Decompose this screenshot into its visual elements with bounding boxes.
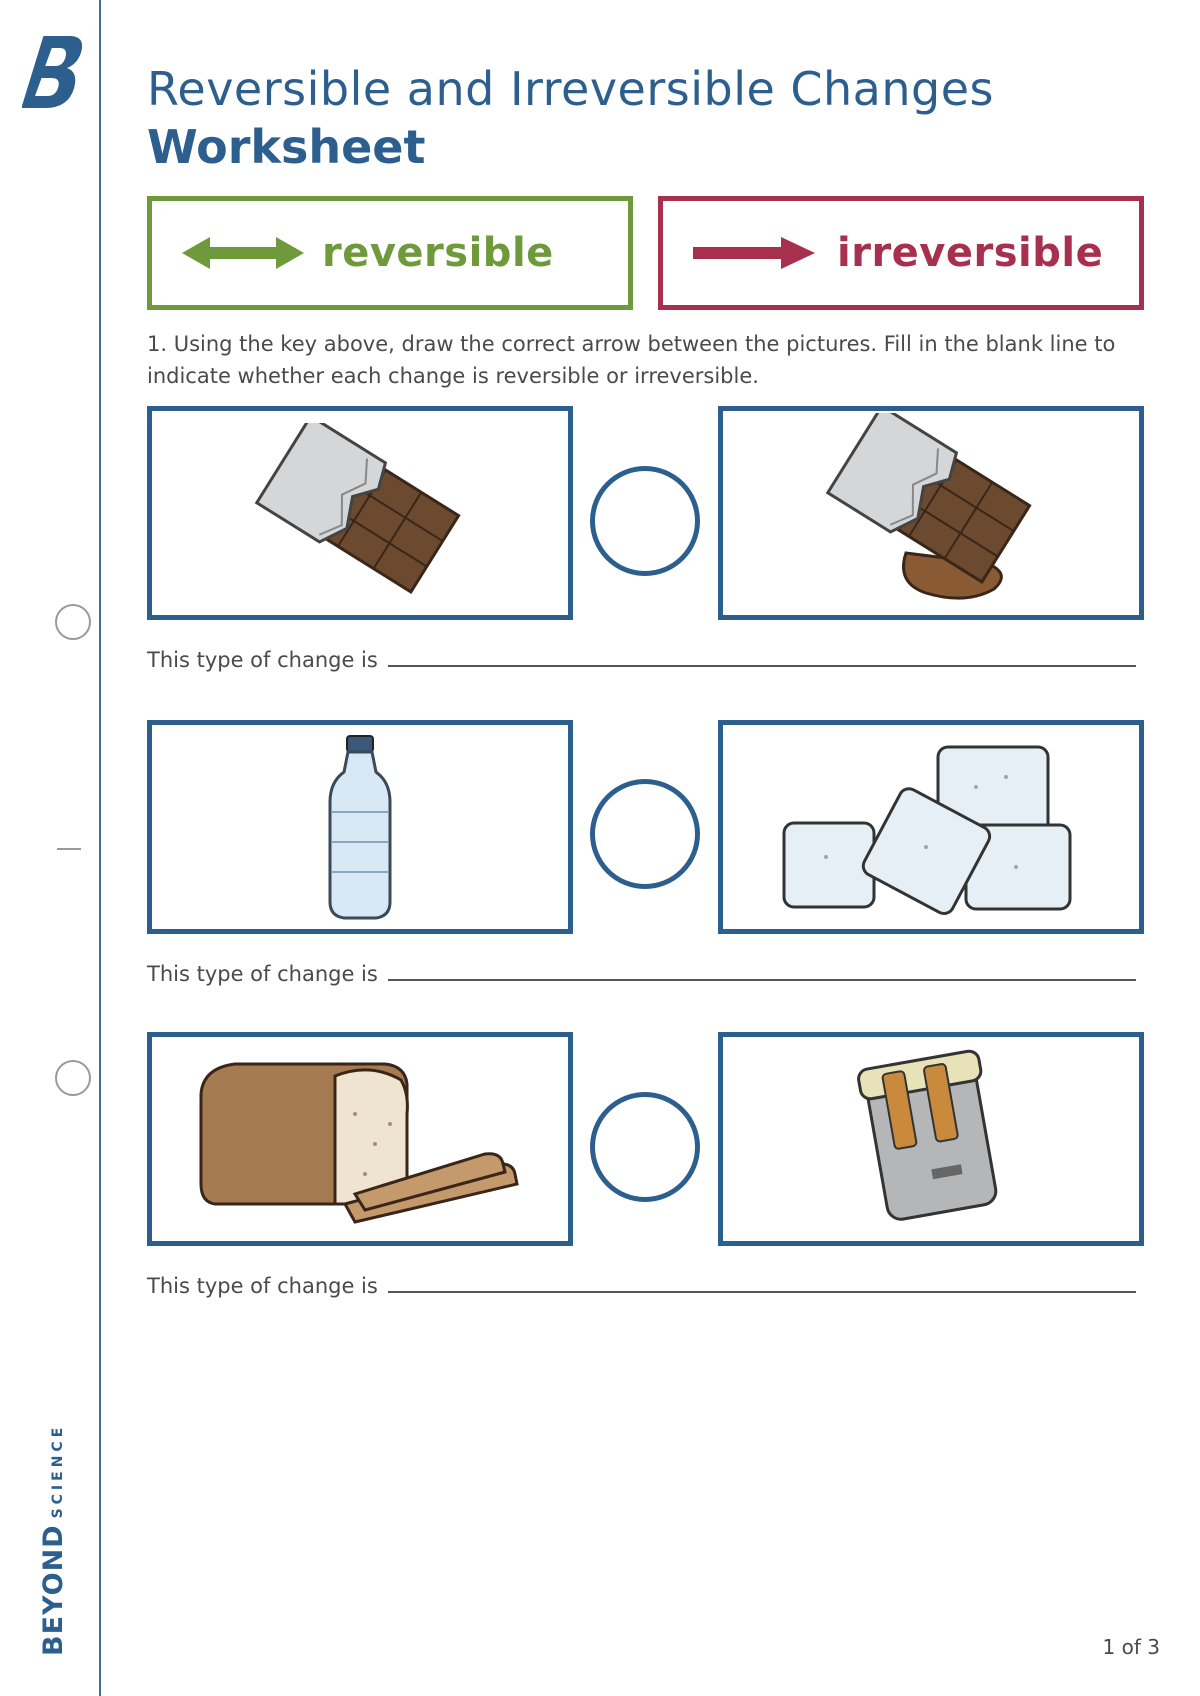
picture-panel-row1-left [147, 406, 573, 620]
double-arrow-icon [182, 233, 304, 273]
punch-hole-top [55, 604, 91, 640]
answer-row3 [147, 1274, 1136, 1298]
arrow-circle-row2[interactable] [590, 779, 700, 889]
answer-line-row2[interactable] [388, 979, 1136, 981]
page-number: 1 of 3 [1102, 1635, 1160, 1659]
picture-panel-row1-right [718, 406, 1144, 620]
water-bottle-icon [320, 732, 400, 922]
brand-name-main: BEYOND [38, 1524, 69, 1656]
key-reversible [147, 196, 633, 310]
chocolate-bar-icon [245, 423, 475, 603]
picture-panel-row2-left [147, 720, 573, 934]
arrow-circle-row1[interactable] [590, 466, 700, 576]
answer-line-row3[interactable] [388, 1291, 1136, 1293]
brand-name-sub: SCIENCE [50, 1423, 66, 1519]
answer-row1 [147, 648, 1136, 672]
fold-mark [57, 848, 81, 850]
beyond-logo-icon [22, 32, 82, 112]
toaster-icon [856, 1049, 1006, 1229]
picture-panel-row2-right [718, 720, 1144, 934]
key-reversible-label: reversible [322, 230, 554, 276]
picture-panel-row3-right [718, 1032, 1144, 1246]
melting-chocolate-icon [816, 413, 1046, 613]
arrow-circle-row3[interactable] [590, 1092, 700, 1202]
ice-cubes-icon [776, 737, 1086, 917]
page-title: Reversible and Irreversible Changes [147, 62, 994, 116]
brand-wordmark [38, 1424, 69, 1656]
bread-loaf-icon [195, 1054, 525, 1224]
margin-line [99, 0, 101, 1696]
answer-prompt-row1: This type of change is [147, 648, 378, 672]
answer-prompt-row2: This type of change is [147, 962, 378, 986]
page-subtitle: Worksheet [147, 120, 426, 174]
key-irreversible-label: irreversible [837, 230, 1104, 276]
key-irreversible [658, 196, 1144, 310]
right-arrow-icon [693, 233, 815, 273]
answer-row2 [147, 962, 1136, 986]
picture-panel-row3-left [147, 1032, 573, 1246]
punch-hole-bottom [55, 1060, 91, 1096]
answer-line-row1[interactable] [388, 665, 1136, 667]
answer-prompt-row3: This type of change is [147, 1274, 378, 1298]
instructions: 1. Using the key above, draw the correct arrow between the pictures. Fill in the blank line to indicate whether each change is reversible or irreversible. [147, 332, 1116, 388]
